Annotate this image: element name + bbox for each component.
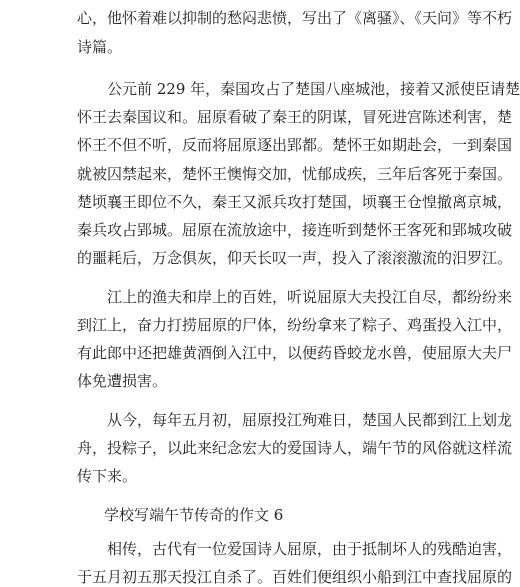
- text-line-13: 体免遭损害。: [77, 372, 168, 390]
- text-line-10: 江上的渔夫和岸上的百姓，听说屈原大夫投江自尽，都纷纷来: [77, 288, 513, 306]
- text-line-3: 公元前 229 年，秦国攻占了楚国八座城池，接着又派使臣请楚: [77, 80, 520, 98]
- text-line-9: 的噩耗后，万念俱灰，仰天长叹一声，投入了滚滚激流的汨罗江。: [77, 249, 513, 267]
- section-heading: 学校写端午节传奇的作文 6: [104, 506, 284, 524]
- text-line-12: 有此郎中还把雄黄酒倒入江中，以便药昏蛟龙水兽，使屈原大夫尸: [77, 344, 513, 362]
- text-line-19: 于五月初五那天投江自杀了。百姓们便组织小船到江中查找屈原的: [77, 568, 513, 586]
- text-line-4: 怀王去秦国议和。屈原看破了秦王的阴谋，冒死进宫陈述利害，楚: [77, 108, 513, 126]
- text-line-15: 舟，投粽子，以此来纪念宏大的爱国诗人，端午节的风俗就这样流: [77, 439, 513, 457]
- text-line-7: 楚顷襄王即位不久，秦王又派兵攻打楚国，顷襄王仓惶撤离京城，: [77, 193, 513, 211]
- text-line-16: 传下来。: [77, 467, 138, 485]
- text-line-14: 从今，每年五月初，屈原投江殉难日，楚国人民都到江上划龙: [77, 411, 513, 429]
- text-line-1: 心，他怀着难以抑制的愁闷悲愤，写出了《离骚》、《天问》等不朽: [77, 9, 513, 27]
- text-line-18: 相传，古代有一位爱国诗人屈原，由于抵制坏人的残酷迫害，: [77, 540, 513, 558]
- text-line-11: 到江上，奋力打捞屈原的尸体，纷纷拿来了粽子、鸡蛋投入江中，: [77, 316, 513, 334]
- text-line-6: 就被囚禁起来，楚怀王懊悔交加，忧郁成疾，三年后客死于秦国。: [77, 165, 513, 183]
- text-line-2: 诗篇。: [77, 38, 123, 56]
- text-line-8: 秦兵攻占郢城。屈原在流放途中，接连听到楚怀王客死和郢城攻破: [77, 221, 513, 239]
- text-line-5: 怀王不但不听，反而将屈原逐出郢都。楚怀王如期赴会，一到秦国: [77, 136, 513, 154]
